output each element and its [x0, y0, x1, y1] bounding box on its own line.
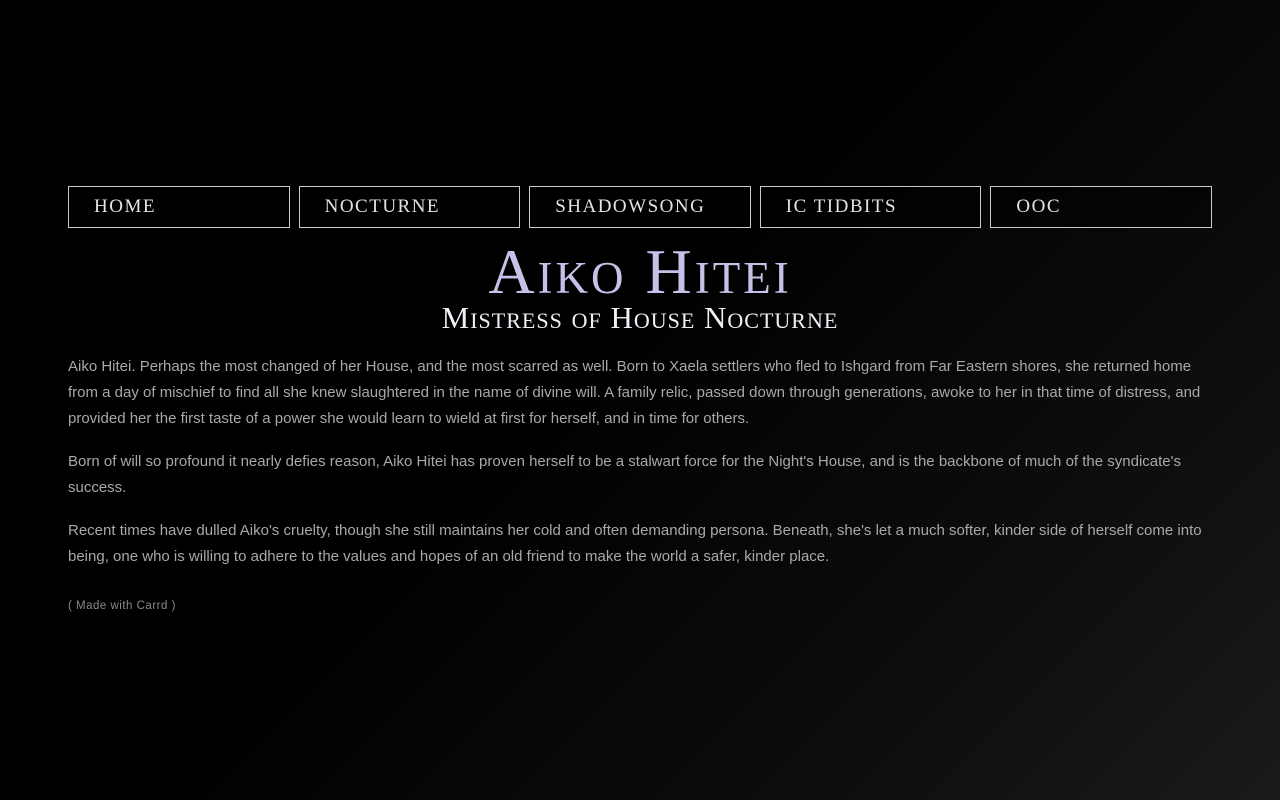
main-navigation — [68, 186, 1212, 228]
nav-item-label: NOCTURNE — [324, 196, 441, 218]
nav-item-shadowsong[interactable] — [529, 186, 751, 228]
bio-paragraph-3: Recent times have dulled Aiko's cruelty, though she still maintains her cold and often demanding persona. Beneath, she's let a much softer, kinder side of herself come into being, one who is willing to adhere to the values and hopes of an old friend to make the world a safer, kinder place. — [68, 521, 1202, 565]
nav-item-label: IC TIDBITS — [785, 196, 898, 218]
nav-item-label: OOC — [1016, 196, 1061, 218]
bio-paragraph-1: Aiko Hitei. Perhaps the most changed of her House, and the most scarred as well. Born to Xaela settlers who fled to Ishgard from Far Eastern shores, she returned home from a day of mischief to find all she knew slaughtered in the name of divine will. A family relic, passed down through generations, awoke to her in that time of distress, and provided her the first taste of a power she would learn to wield at first for herself, and in time for others. — [68, 357, 1201, 427]
nav-item-ic-tidbits[interactable] — [760, 186, 982, 228]
page-title: Aiko Hitei — [488, 236, 792, 308]
nav-item-nocturne[interactable] — [299, 186, 521, 228]
bio-paragraph-2: Born of will so profound it nearly defies reason, Aiko Hitei has proven herself to be a stalwart force for the Night's House, and is the backbone of much of the syndicate's success. — [68, 452, 1181, 496]
made-with-carrd-link[interactable]: ( Made with Carrd ) — [68, 599, 176, 612]
nav-item-ooc[interactable] — [990, 186, 1212, 228]
page-subtitle: Mistress of House Nocturne — [441, 300, 839, 336]
nav-item-label: SHADOWSONG — [555, 196, 706, 218]
nav-item-label: HOME — [94, 196, 156, 218]
nav-item-home[interactable] — [68, 186, 290, 228]
character-bio — [68, 354, 1212, 570]
content-container — [68, 186, 1212, 614]
